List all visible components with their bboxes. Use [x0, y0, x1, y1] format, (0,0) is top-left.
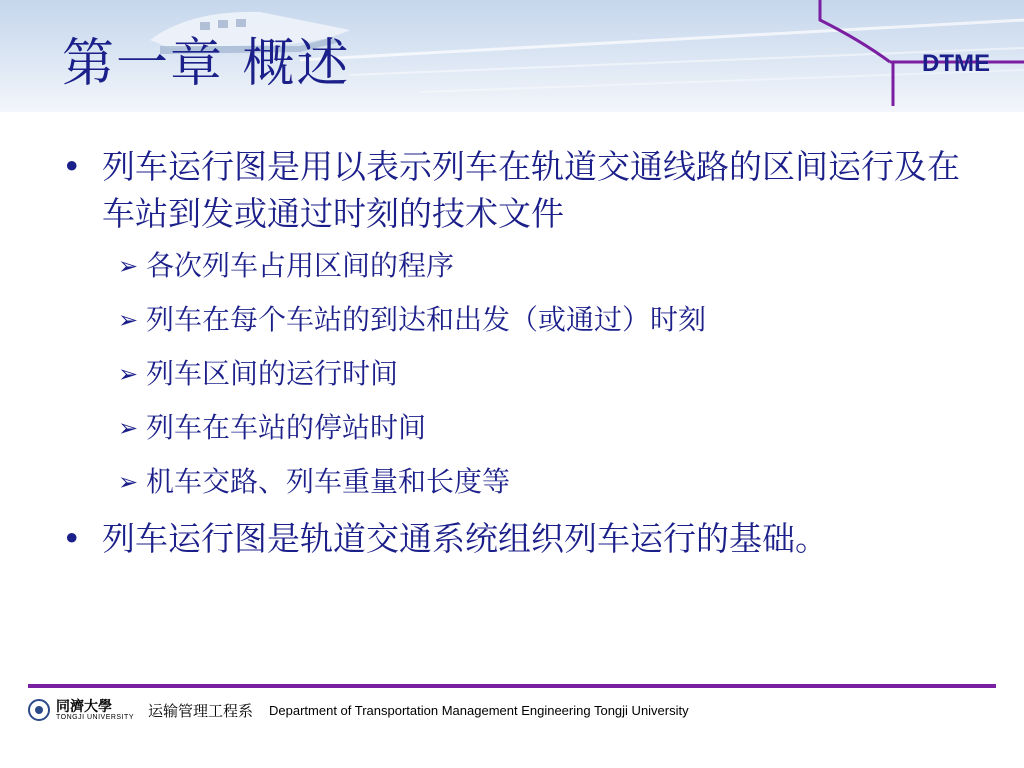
bullet-item — [62, 515, 962, 562]
department-name-en: Department of Transportation Management Engineering Tongji University — [269, 702, 689, 718]
university-logo — [56, 700, 134, 721]
sub-bullet-item — [118, 401, 962, 455]
bullet-text: 列车运行图是用以表示列车在轨道交通线路的区间运行及在车站到发或通过时刻的技术文件 — [102, 147, 960, 233]
bullet-item — [62, 143, 962, 237]
slide-content — [62, 143, 962, 564]
sub-bullet-text: 列车在车站的停站时间 — [146, 411, 427, 444]
arrow-bullet-icon: ➢ — [118, 414, 139, 442]
university-name-en: TONGJI UNIVERSITY — [56, 713, 134, 721]
sub-bullet-item — [118, 347, 962, 401]
arrow-bullet-icon: ➢ — [118, 360, 139, 388]
bullet-icon: • — [62, 147, 82, 186]
sub-bullet-item — [118, 455, 962, 509]
bullet-icon: • — [62, 519, 82, 558]
university-name-cn: 同濟大學 — [56, 698, 112, 715]
brand-label: DTME — [922, 50, 990, 77]
sub-bullet-item — [118, 293, 962, 347]
arrow-bullet-icon: ➢ — [118, 468, 139, 496]
sub-bullet-item — [118, 239, 962, 293]
footer — [28, 696, 996, 724]
bullet-text: 列车运行图是轨道交通系统组织列车运行的基础。 — [102, 519, 828, 558]
footer-divider — [28, 684, 996, 688]
sub-bullet-text: 机车交路、列车重量和长度等 — [146, 465, 511, 498]
sub-bullet-text: 列车区间的运行时间 — [146, 357, 399, 390]
department-name-cn: 运输管理工程系 — [148, 701, 254, 720]
university-seal-icon — [28, 699, 50, 721]
sub-bullet-list — [118, 239, 962, 509]
sub-bullet-text: 列车在每个车站的到达和出发（或通过）时刻 — [146, 303, 707, 336]
arrow-bullet-icon: ➢ — [118, 252, 139, 280]
sub-bullet-text: 各次列车占用区间的程序 — [146, 249, 455, 282]
arrow-bullet-icon: ➢ — [118, 306, 139, 334]
page-title: 第一章 概述 — [62, 34, 351, 94]
